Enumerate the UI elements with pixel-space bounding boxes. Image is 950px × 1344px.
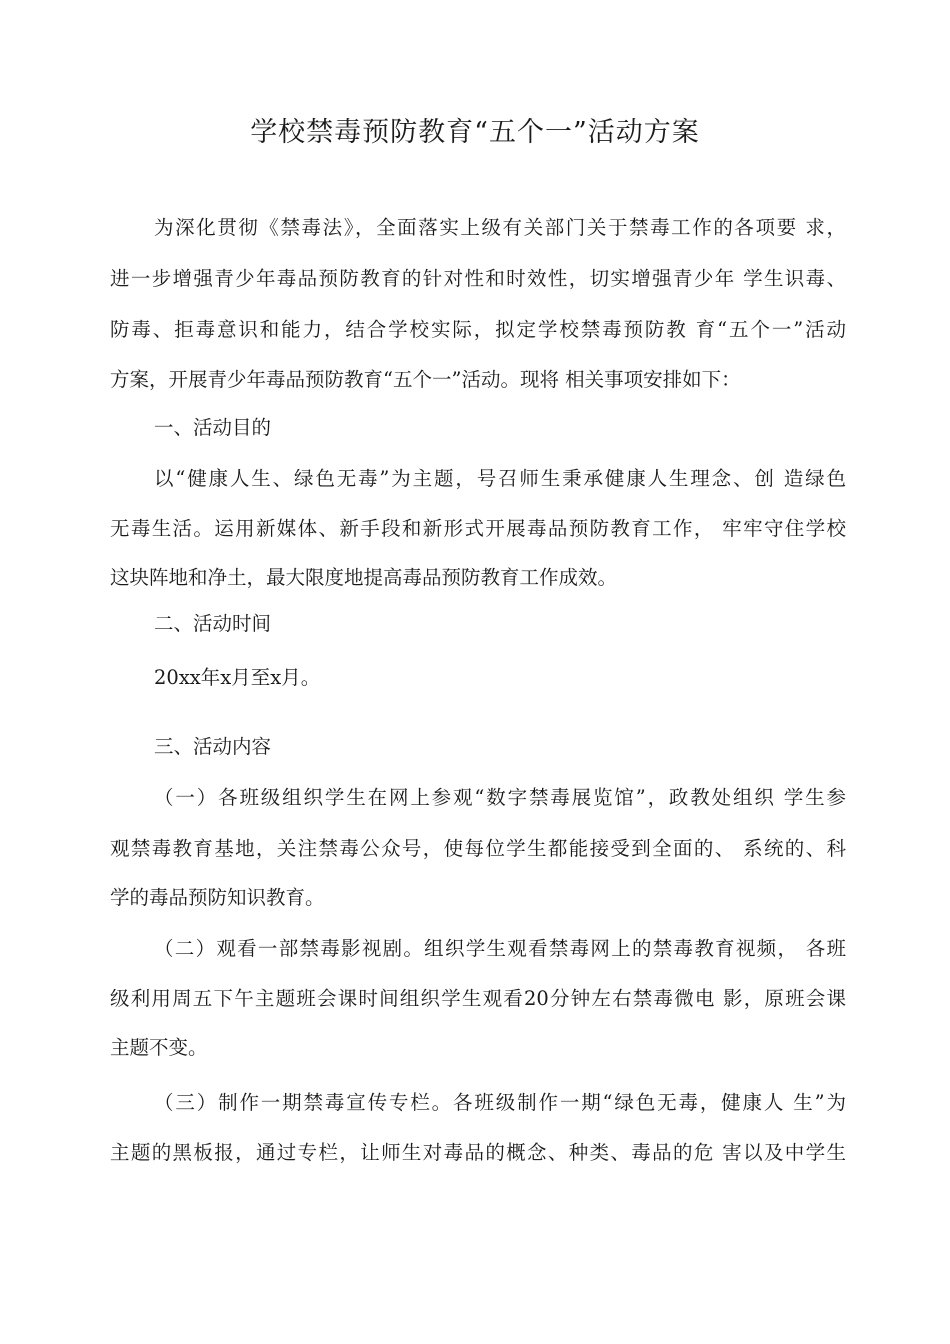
section-heading: 二、活动时间	[154, 612, 272, 635]
paragraph-line: 方案，开展青少年毒品预防教育“五个一”活动。现将 相关事项安排如下：	[110, 368, 741, 391]
document-title: 学校禁毒预防教育“五个一”活动方案	[250, 117, 700, 148]
paragraph-line: 主题不变。	[110, 1036, 208, 1059]
paragraph-line: 观禁毒教育基地，关注禁毒公众号，使每位学生都能接受到全面的、 系统的、科	[110, 837, 846, 860]
paragraph-line: 这块阵地和净土，最大限度地提高毒品预防教育工作成效。	[110, 566, 618, 589]
paragraph-line: （一）各班级组织学生在网上参观“数字禁毒展览馆”，政教处组织 学生参	[154, 786, 846, 809]
paragraph-line: 主题的黑板报，通过专栏，让师生对毒品的概念、种类、毒品的危 害以及中学生	[110, 1141, 846, 1164]
paragraph-line: 以“健康人生、绿色无毒”为主题，号召师生秉承健康人生理念、创 造绿色	[154, 467, 846, 490]
paragraph-line: 学的毒品预防知识教育。	[110, 886, 325, 909]
section-heading: 一、活动目的	[154, 416, 272, 439]
paragraph-line: （三）制作一期禁毒宣传专栏。各班级制作一期“绿色无毒，健康人 生”为	[154, 1091, 846, 1114]
paragraph-line: 无毒生活。运用新媒体、新手段和新形式开展毒品预防教育工作， 牢牢守住学校	[110, 517, 846, 540]
paragraph-line: 级利用周五下午主题班会课时间组织学生观看20分钟左右禁毒微电 影，原班会课	[110, 987, 846, 1010]
section-heading: 三、活动内容	[154, 735, 272, 758]
paragraph-line: 进一步增强青少年毒品预防教育的针对性和时效性，切实增强青少年 学生识毒、	[110, 267, 846, 290]
paragraph-line: 20xx年x月至x月。	[154, 666, 321, 689]
paragraph-line: （二）观看一部禁毒影视剧。组织学生观看禁毒网上的禁毒教育视频， 各班	[154, 937, 846, 960]
paragraph-line: 为深化贯彻《禁毒法》，全面落实上级有关部门关于禁毒工作的各项要 求，	[154, 216, 846, 239]
paragraph-line: 防毒、拒毒意识和能力，结合学校实际，拟定学校禁毒预防教 育“五个一”活动	[110, 318, 846, 341]
